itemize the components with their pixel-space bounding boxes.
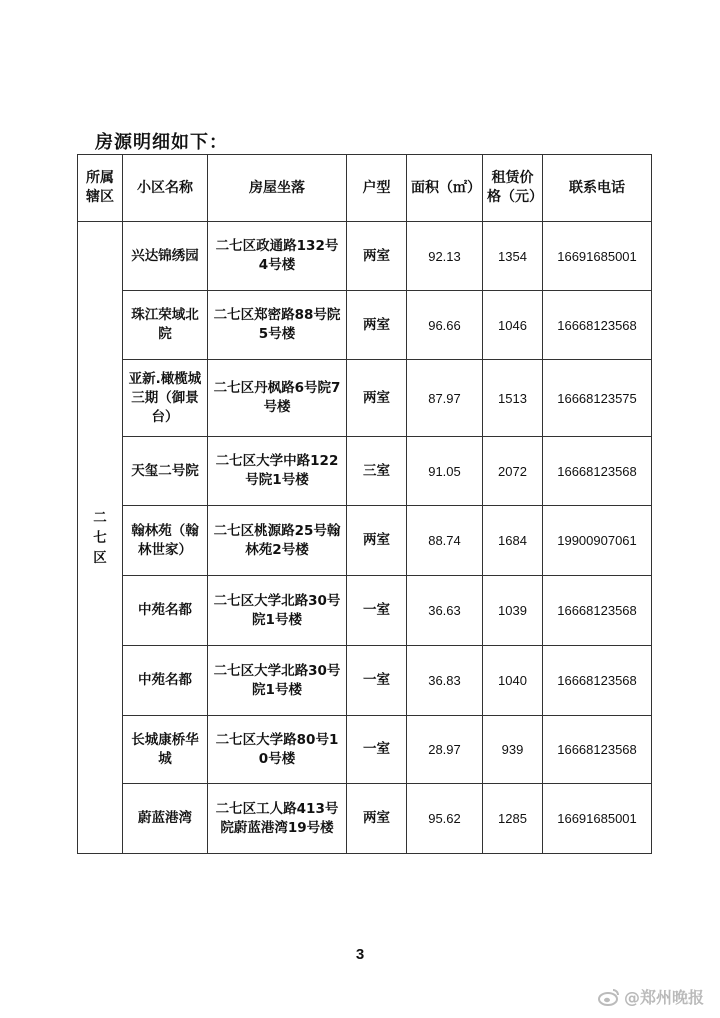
area-cell: 28.97 [407,716,483,784]
rent-cell: 1684 [483,506,543,576]
address-cell: 二七区政通路132号4号楼 [208,222,347,291]
rent-cell: 1039 [483,576,543,646]
phone-cell: 19900907061 [543,506,652,576]
layout-cell: 一室 [347,716,407,784]
rent-cell: 1040 [483,646,543,716]
area-cell: 87.97 [407,360,483,437]
area-cell: 91.05 [407,437,483,506]
layout-cell: 三室 [347,437,407,506]
layout-cell: 一室 [347,646,407,716]
community-name-cell: 中苑名都 [123,646,208,716]
area-cell: 36.83 [407,646,483,716]
community-name-cell: 天玺二号院 [123,437,208,506]
rent-cell: 1513 [483,360,543,437]
table-row [78,784,652,854]
community-name-cell: 珠江荣域北院 [123,291,208,360]
address-cell: 二七区大学北路30号院1号楼 [208,646,347,716]
community-name-cell: 蔚蓝港湾 [123,784,208,854]
phone-cell: 16668123568 [543,576,652,646]
phone-cell: 16691685001 [543,222,652,291]
page-number: 3 [355,946,365,963]
rent-cell: 2072 [483,437,543,506]
community-name-cell: 翰林苑（翰林世家） [123,506,208,576]
header-area: 面积（㎡） [407,155,483,222]
community-name-cell: 长城康桥华城 [123,716,208,784]
header-address: 房屋坐落 [208,155,347,222]
header-phone: 联系电话 [543,155,652,222]
address-cell: 二七区大学路80号10号楼 [208,716,347,784]
area-cell: 96.66 [407,291,483,360]
layout-cell: 两室 [347,291,407,360]
table-row [78,646,652,716]
table-row [78,291,652,360]
address-cell: 二七区工人路413号院蔚蓝港湾19号楼 [208,784,347,854]
layout-cell: 两室 [347,506,407,576]
table-header-row [78,155,652,222]
rent-cell: 1285 [483,784,543,854]
area-cell: 36.63 [407,576,483,646]
watermark [598,985,704,1008]
housing-table [77,154,652,854]
area-cell: 95.62 [407,784,483,854]
layout-cell: 一室 [347,576,407,646]
phone-cell: 16668123568 [543,291,652,360]
table-row [78,506,652,576]
phone-cell: 16668123575 [543,360,652,437]
header-district: 所属辖区 [78,155,123,222]
rent-cell: 939 [483,716,543,784]
layout-cell: 两室 [347,784,407,854]
header-community-name: 小区名称 [123,155,208,222]
address-cell: 二七区郑密路88号院5号楼 [208,291,347,360]
table-row [78,437,652,506]
rent-cell: 1046 [483,291,543,360]
district-cell: 二七区 [78,222,123,854]
address-cell: 二七区丹枫路6号院7号楼 [208,360,347,437]
area-cell: 92.13 [407,222,483,291]
layout-cell: 两室 [347,360,407,437]
area-cell: 88.74 [407,506,483,576]
weibo-logo-icon [598,988,620,1006]
community-name-cell: 兴达锦绣园 [123,222,208,291]
header-layout: 户型 [347,155,407,222]
table-row [78,716,652,784]
community-name-cell: 亚新.橄榄城三期（御景台） [123,360,208,437]
phone-cell: 16668123568 [543,437,652,506]
address-cell: 二七区大学北路30号院1号楼 [208,576,347,646]
watermark-text: @郑州晚报 [623,988,704,1007]
address-cell: 二七区桃源路25号翰林苑2号楼 [208,506,347,576]
rent-cell: 1354 [483,222,543,291]
header-rent: 租赁价格（元） [483,155,543,222]
phone-cell: 16668123568 [543,716,652,784]
layout-cell: 两室 [347,222,407,291]
phone-cell: 16668123568 [543,646,652,716]
section-heading: 房源明细如下： [95,132,228,153]
table-row [78,576,652,646]
community-name-cell: 中苑名都 [123,576,208,646]
table-row [78,222,652,291]
address-cell: 二七区大学中路122号院1号楼 [208,437,347,506]
phone-cell: 16691685001 [543,784,652,854]
table-row [78,360,652,437]
